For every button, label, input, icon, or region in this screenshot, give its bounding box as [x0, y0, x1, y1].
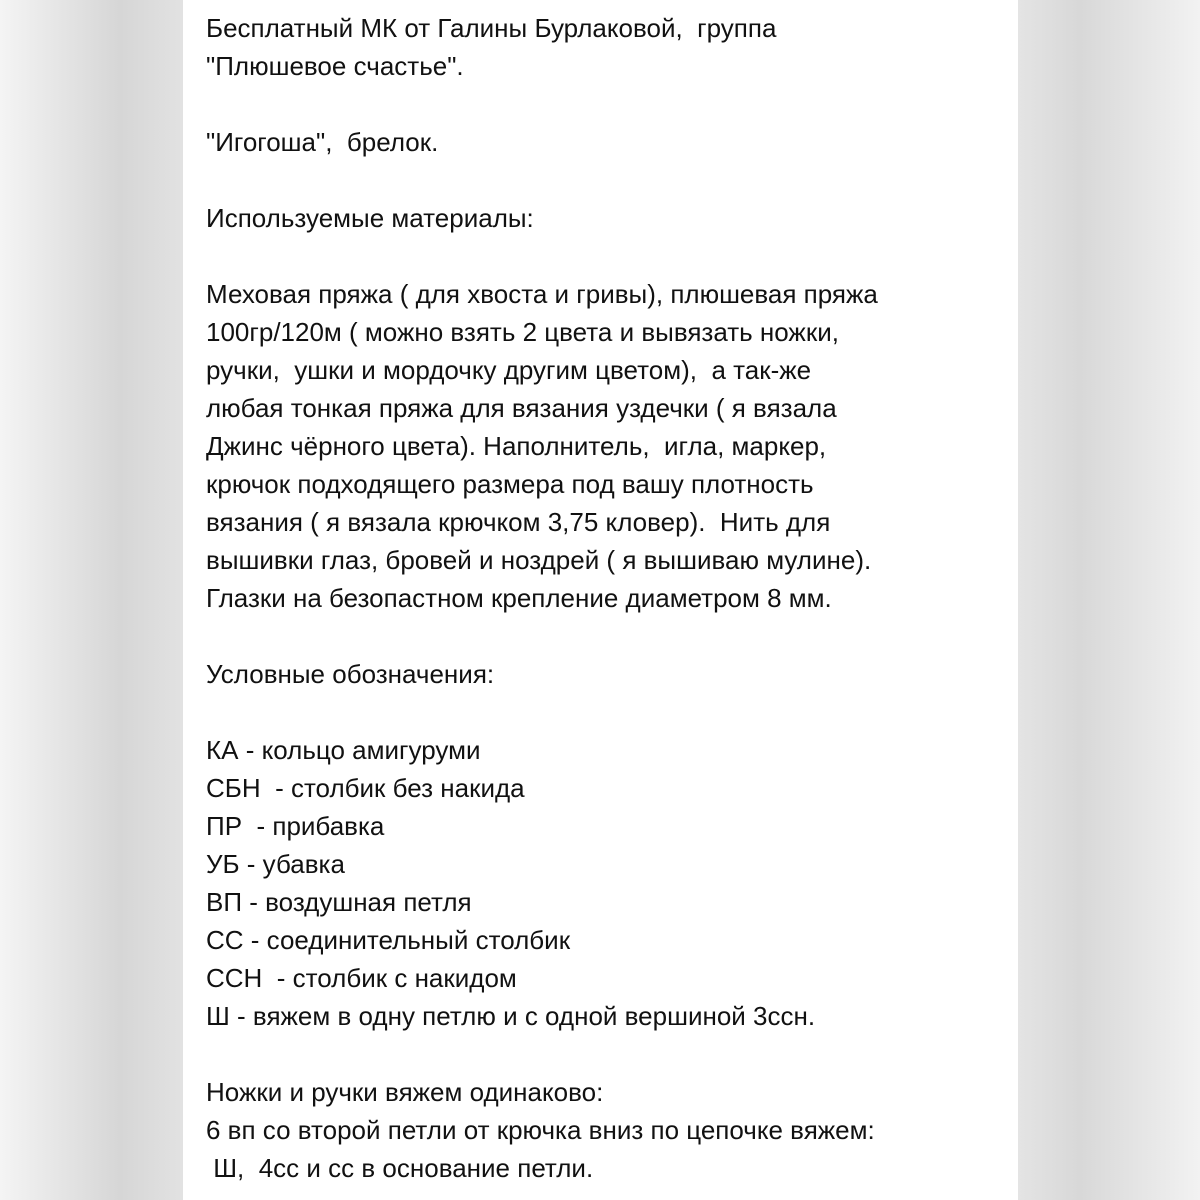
- text-line: вышивки глаз, бровей и ноздрей ( я вышиваю мулине).: [206, 545, 872, 575]
- text-line: Используемые материалы:: [206, 203, 534, 233]
- text-line: Ш - вяжем в одну петлю и с одной вершиной 3ссн.: [206, 1001, 816, 1031]
- text-line: ССН - столбик с накидом: [206, 963, 517, 993]
- text-line: "Плюшевое счастье".: [206, 51, 464, 81]
- blank-line: [206, 617, 878, 655]
- text-line: ручки, ушки и мордочку другим цветом), а так-же: [206, 355, 812, 385]
- text-line: Меховая пряжа ( для хвоста и гривы), плюшевая пряжа: [206, 279, 878, 309]
- text-line: ПР - прибавка: [206, 811, 385, 841]
- text-line: СБН - столбик без накида: [206, 773, 525, 803]
- text-line: Джинс чёрного цвета). Наполнитель, игла, маркер,: [206, 431, 827, 461]
- text-line: Глазки на безопастном крепление диаметром 8 мм.: [206, 583, 832, 613]
- blank-line: [206, 161, 878, 199]
- text-line: КА - кольцо амигуруми: [206, 735, 481, 765]
- blank-line: [206, 693, 878, 731]
- text-line: Условные обозначения:: [206, 659, 495, 689]
- text-line: крючок подходящего размера под вашу плотность: [206, 469, 814, 499]
- text-line: 100гр/120м ( можно взять 2 цвета и вывязать ножки,: [206, 317, 839, 347]
- document-page: [183, 0, 1018, 1200]
- text-line: "Игогоша", брелок.: [206, 127, 439, 157]
- text-line: Ш, 4сс и сс в основание петли.: [206, 1153, 594, 1183]
- text-line: ВП - воздушная петля: [206, 887, 472, 917]
- blank-line: [206, 1035, 878, 1073]
- document-text: [206, 9, 878, 1187]
- blank-line: [206, 85, 878, 123]
- text-line: любая тонкая пряжа для вязания уздечки ( я вязала: [206, 393, 837, 423]
- text-line: 6 вп со второй петли от крючка вниз по цепочке вяжем:: [206, 1115, 875, 1145]
- text-line: вязания ( я вязала крючком 3,75 кловер). Нить для: [206, 507, 831, 537]
- text-line: Ножки и ручки вяжем одинаково:: [206, 1077, 604, 1107]
- text-line: УБ - убавка: [206, 849, 345, 879]
- blank-line: [206, 237, 878, 275]
- text-line: Бесплатный МК от Галины Бурлаковой, группа: [206, 13, 777, 43]
- text-line: СС - соединительный столбик: [206, 925, 571, 955]
